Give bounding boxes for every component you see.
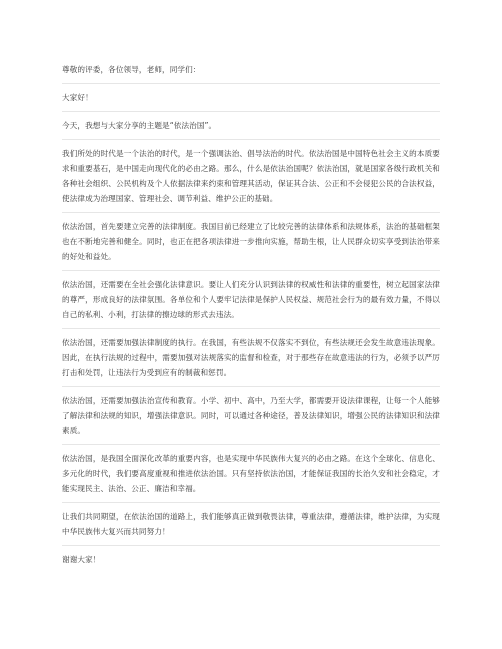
divider	[62, 328, 440, 329]
divider	[62, 444, 440, 445]
divider	[62, 83, 440, 84]
topic-intro: 今天，我想与大家分享的主题是“依法治国”。	[62, 121, 217, 130]
closing: 谢谢大家！	[62, 555, 101, 564]
divider	[62, 212, 440, 213]
body-paragraph: 依法治国，首先要建立完善的法律制度。我国目前已经建立了比较完善的法律体系和法规体系，法治的基础框架也在不断地完善和健全。同时，也正在把各项法律进一步推向实施，帮助生根，让人民群众切实享受到法治带来的好处和益处。	[62, 222, 440, 261]
body-paragraph: 依法治国，还需要在全社会强化法律意识。要让人们充分认识到法律的权威性和法律的重要性，树立起国家法律的尊严，形成良好的法律氛围。各单位和个人要牢记法律是保护人民权益、规范社会行为的最有效力量，不得以自己的私利、小利，打法律的擦边球的形式去违法。	[62, 280, 440, 319]
body-paragraph: 依法治国，是我国全面深化改革的重要内容，也是实现中华民族伟大复兴的必由之路。在这个全球化、信息化、多元化的时代，我们要高度重视和推进依法治国。只有坚持依法治国，才能保证我国的长治久安和社会稳定，才能实现民主、法治、公正、廉洁和幸福。	[62, 454, 440, 493]
divider	[62, 545, 440, 546]
document-page	[62, 62, 440, 573]
divider	[62, 386, 440, 387]
body-paragraph: 依法治国，还需要加强法治宣传和教育。小学、初中、高中，乃至大学，都需要开设法律课程，让每一个人能够了解法律和法规的知识，增强法律意识。同时，可以通过各种途径，普及法律知识，增强公民的法律知识和法律素质。	[62, 396, 440, 435]
divider	[62, 270, 440, 271]
body-paragraph: 我们所处的时代是一个法治的时代，是一个强调法治、倡导法治的时代。依法治国是中国特色社会主义的本质要求和重要基石，是中国走向现代化的必由之路。那么，什么是依法治国呢？依法治国，就是国家各级行政机关和各种社会组织、公民机构及个人依据法律来约束和管理其活动，保证其合法、公正和不会侵犯公民的合法权益，使法律成为治理国家、管理社会、调节利益、维护公正的基础。	[62, 149, 440, 203]
divider	[62, 139, 440, 140]
divider	[62, 502, 440, 503]
greeting: 大家好！	[62, 93, 93, 102]
body-paragraph: 让我们共同期望，在依法治国的道路上，我们能够真正做到敬畏法律，尊重法律，遵循法律，维护法律，为实现中华民族伟大复兴而共同努力！	[62, 512, 440, 536]
divider	[62, 111, 440, 112]
salutation: 尊敬的评委，各位领导，老师，同学们：	[62, 65, 201, 74]
body-paragraph: 依法治国，还需要加强法律制度的执行。在我国，有些法规不仅落实不到位，有些法规还会发生故意违法现象。因此，在执行法规的过程中，需要加强对法规落实的监督和检查，对于那些存在故意违法的行为，必须予以严厉打击和处罚，让违法行为受到应有的制裁和惩罚。	[62, 338, 440, 377]
